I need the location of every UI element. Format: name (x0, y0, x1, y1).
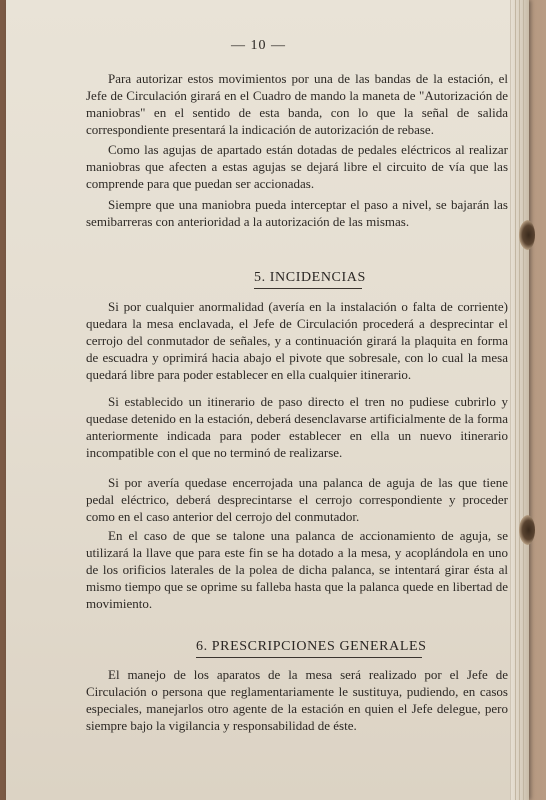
paragraph-switch-pedals: Como las agujas de apartado están dotadas de pedales eléctricos al realizar maniobras que afecten a estas agujas se dejará libre el circuito de vía que las comprende para que puedan ser accionadas. (86, 142, 508, 191)
section-heading-incidencias: 5. INCIDENCIAS (254, 270, 366, 285)
paragraph-locked-table: Si por cualquier anormalidad (avería en la instalación o falta de corriente) quedara la mesa enclavada, el Jefe de Circulación procederá a desprecintar el cerrojo del conmutador de señales, y a continuación girará la plaquita en forma de escuadra y oprimirá hacia abajo el pivote que sobresale, con lo cual la mesa quedará libre para poder establecer en ella cualquier itinerario. (86, 299, 508, 382)
paragraph-bolted-lever: Si por avería quedase encerrojada una palanca de aguja de las que tiene pedal eléctrico, deberá desprecintarse el cerrojo correspondiente y proceder como en el caso anterior del cerrojo del conmutador. (86, 475, 508, 524)
document-page (6, 0, 529, 800)
paragraph-trailed-lever: En el caso de que se talone una palanca de accionamiento de aguja, se utilizará la llave que para este fin se ha dotado a la mesa, y acoplándola en uno de los orificios laterales de la polea de dicha palanca, se intentará girar ésta al mismo tiempo que se oprime su falleba hasta que la palanca quede en libertad de movimiento. (86, 528, 508, 611)
paragraph-stopped-train: Si establecido un itinerario de paso directo el tren no pudiese cubrirlo y quedase detenido en la estación, deberá desenclavarse artificialmente de la forma anteriormente indicada para poder establecer en ella un nuevo itinerario incompatible con el que no terminó de realizarse. (86, 394, 508, 460)
section-underline (196, 657, 422, 658)
section-heading-prescripciones: 6. PRESCRIPCIONES GENERALES (196, 639, 427, 654)
page-content (6, 0, 529, 800)
page-number: — 10 — (231, 38, 286, 53)
paragraph-authorize-movements: Para autorizar estos movimientos por una de las bandas de la estación, el Jefe de Circulación girará en el Cuadro de mando la maneta de "Autorización de maniobras" en el sentido de esta banda, con lo que la señal de salida correspondiente presentará la indicación de autorización de rebase. (86, 71, 508, 137)
paragraph-level-crossing: Siempre que una maniobra pueda interceptar el paso a nivel, se bajarán las semibarreras con anterioridad a la autorización de las mismas. (86, 197, 508, 229)
section-underline (254, 288, 362, 289)
paragraph-equipment-operation: El manejo de los aparatos de la mesa será realizado por el Jefe de Circulación o persona que reglamentariamente le sustituya, pudiendo, en casos especiales, manejarlos otro agente de la estación en quien el Jefe delegue, pero siempre bajo la vigilancia y responsabilidad de éste. (86, 667, 508, 733)
